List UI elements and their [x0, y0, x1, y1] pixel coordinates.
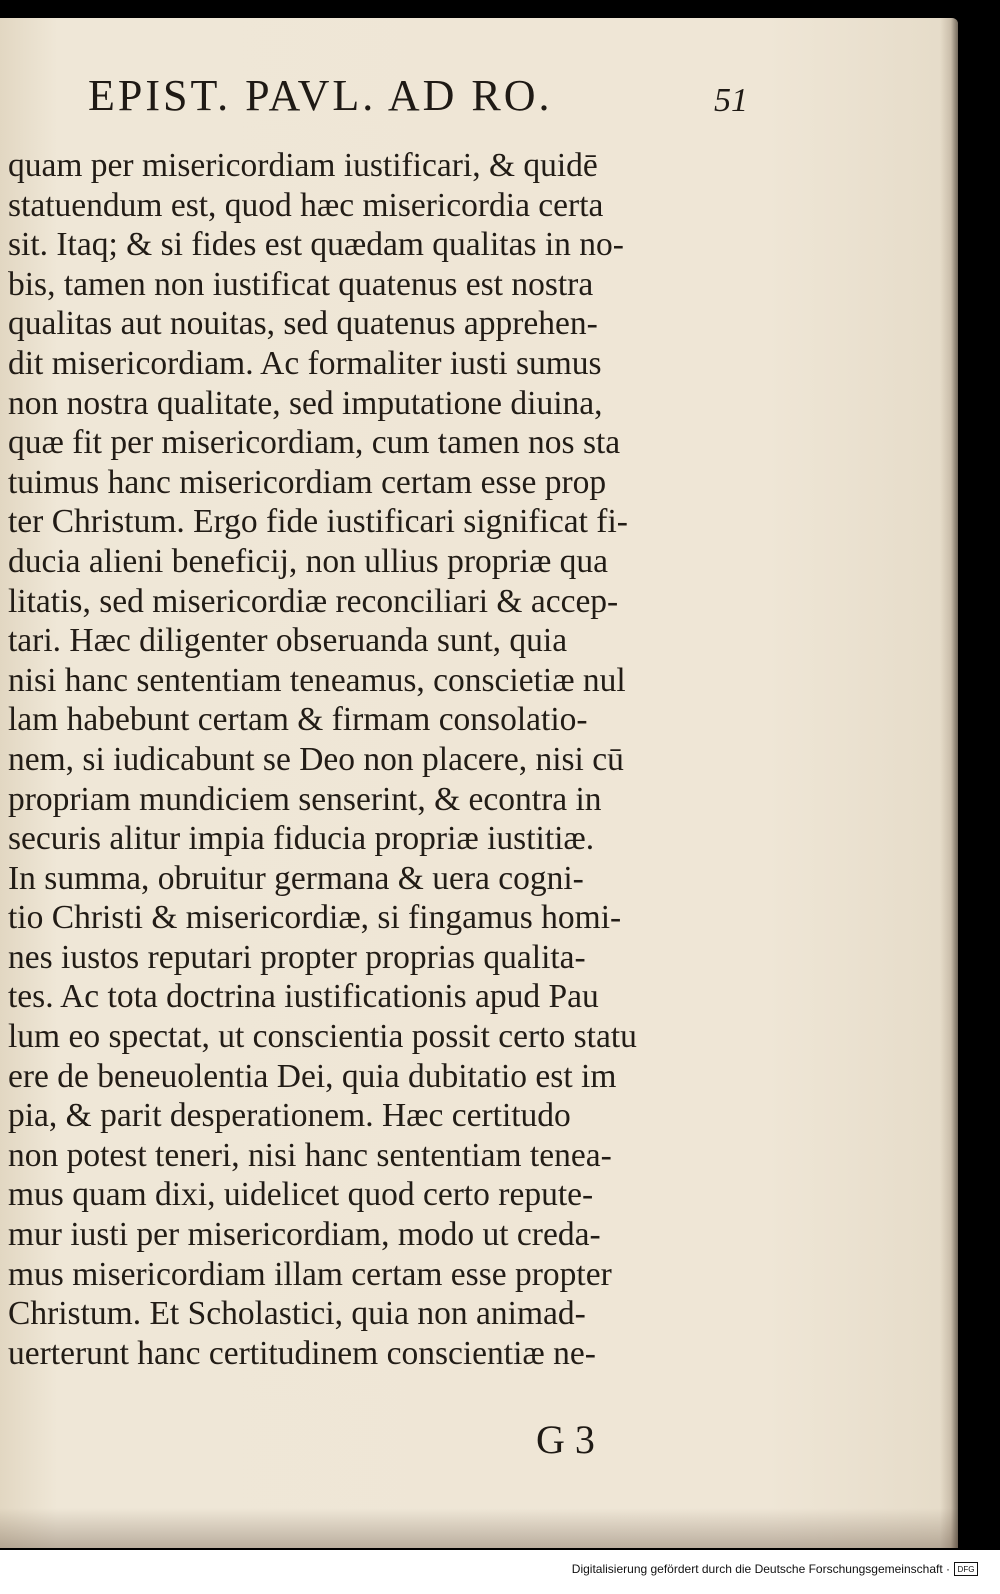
text-line: mur iusti per misericordiam, modo ut creda- — [8, 1216, 601, 1254]
text-line: qualitas aut nouitas, sed quatenus apprehen- — [8, 305, 598, 343]
text-line: sit. Itaq; & si fides est quædam qualitas in no- — [8, 226, 624, 264]
body-text — [8, 146, 768, 1373]
text-line: uerterunt hanc certitudinem conscientiæ ne- — [8, 1334, 596, 1372]
text-line: tari. Hæc diligenter obseruanda sunt, quia — [8, 622, 568, 660]
text-line: In summa, obruitur germana & uera cogni- — [8, 859, 584, 897]
text-line: lum eo spectat, ut conscientia possit certo statu — [8, 1018, 637, 1056]
text-line: nem, si iudicabunt se Deo non placere, nisi cū — [8, 740, 624, 778]
page-edge-shadow — [940, 18, 958, 1548]
running-title: EPIST. PAVL. AD RO. — [88, 71, 553, 120]
dfg-logo-icon: DFG — [954, 1562, 978, 1576]
text-line: lam habebunt certam & firmam consolatio- — [8, 701, 588, 739]
text-line: pia, & parit desperationem. Hæc certitudo — [8, 1097, 571, 1135]
text-line: tio Christi & misericordiæ, si fingamus homi- — [8, 899, 622, 937]
text-line: non nostra qualitate, sed imputatione diuina, — [8, 384, 603, 422]
text-line: mus misericordiam illam certam esse propter — [8, 1255, 612, 1293]
page-bottom-shadow — [0, 1508, 958, 1548]
text-line: ducia alieni beneficij, non ullius propriæ qua — [8, 542, 609, 580]
text-line: quam per misericordiam iustificari, & quidē — [8, 147, 598, 184]
text-line: litatis, sed misericordiæ reconciliari & accep- — [8, 582, 619, 620]
text-line: ter Christum. Ergo fide iustificari significat fi- — [8, 503, 628, 541]
text-line: statuendum est, quod hæc misericordia certa — [8, 186, 604, 224]
text-line: bis, tamen non iustificat quatenus est nostra — [8, 265, 594, 303]
text-line: Christum. Et Scholastici, quia non animad- — [8, 1295, 586, 1333]
text-line: nisi hanc sententiam teneamus, conscietiæ nul — [8, 661, 626, 699]
funding-credit: Digitalisierung gefördert durch die Deutsche Forschungsgemeinschaft · — [571, 1562, 950, 1576]
text-line: securis alitur impia fiducia propriæ iustitiæ. — [8, 820, 595, 858]
text-line: ere de beneuolentia Dei, quia dubitatio est im — [8, 1057, 617, 1095]
text-line: mus quam dixi, uidelicet quod certo repute- — [8, 1176, 594, 1214]
text-line: quæ fit per misericordiam, cum tamen nos sta — [8, 424, 621, 462]
signature-mark: G 3 — [536, 1417, 595, 1462]
folio-number: 51 — [714, 82, 748, 119]
book-page — [0, 18, 958, 1548]
digitization-footer — [0, 1550, 1000, 1594]
text-line: dit misericordiam. Ac formaliter iusti sumus — [8, 344, 602, 382]
text-line: nes iustos reputari propter proprias qualita- — [8, 938, 586, 976]
text-line: non potest teneri, nisi hanc sententiam tenea- — [8, 1136, 612, 1174]
text-line: tuimus hanc misericordiam certam esse prop — [8, 463, 607, 501]
text-line: propriam mundiciem senserint, & econtra in — [8, 780, 602, 818]
text-line: tes. Ac tota doctrina iustificationis apud Pau — [8, 978, 599, 1016]
page-header — [88, 70, 748, 130]
